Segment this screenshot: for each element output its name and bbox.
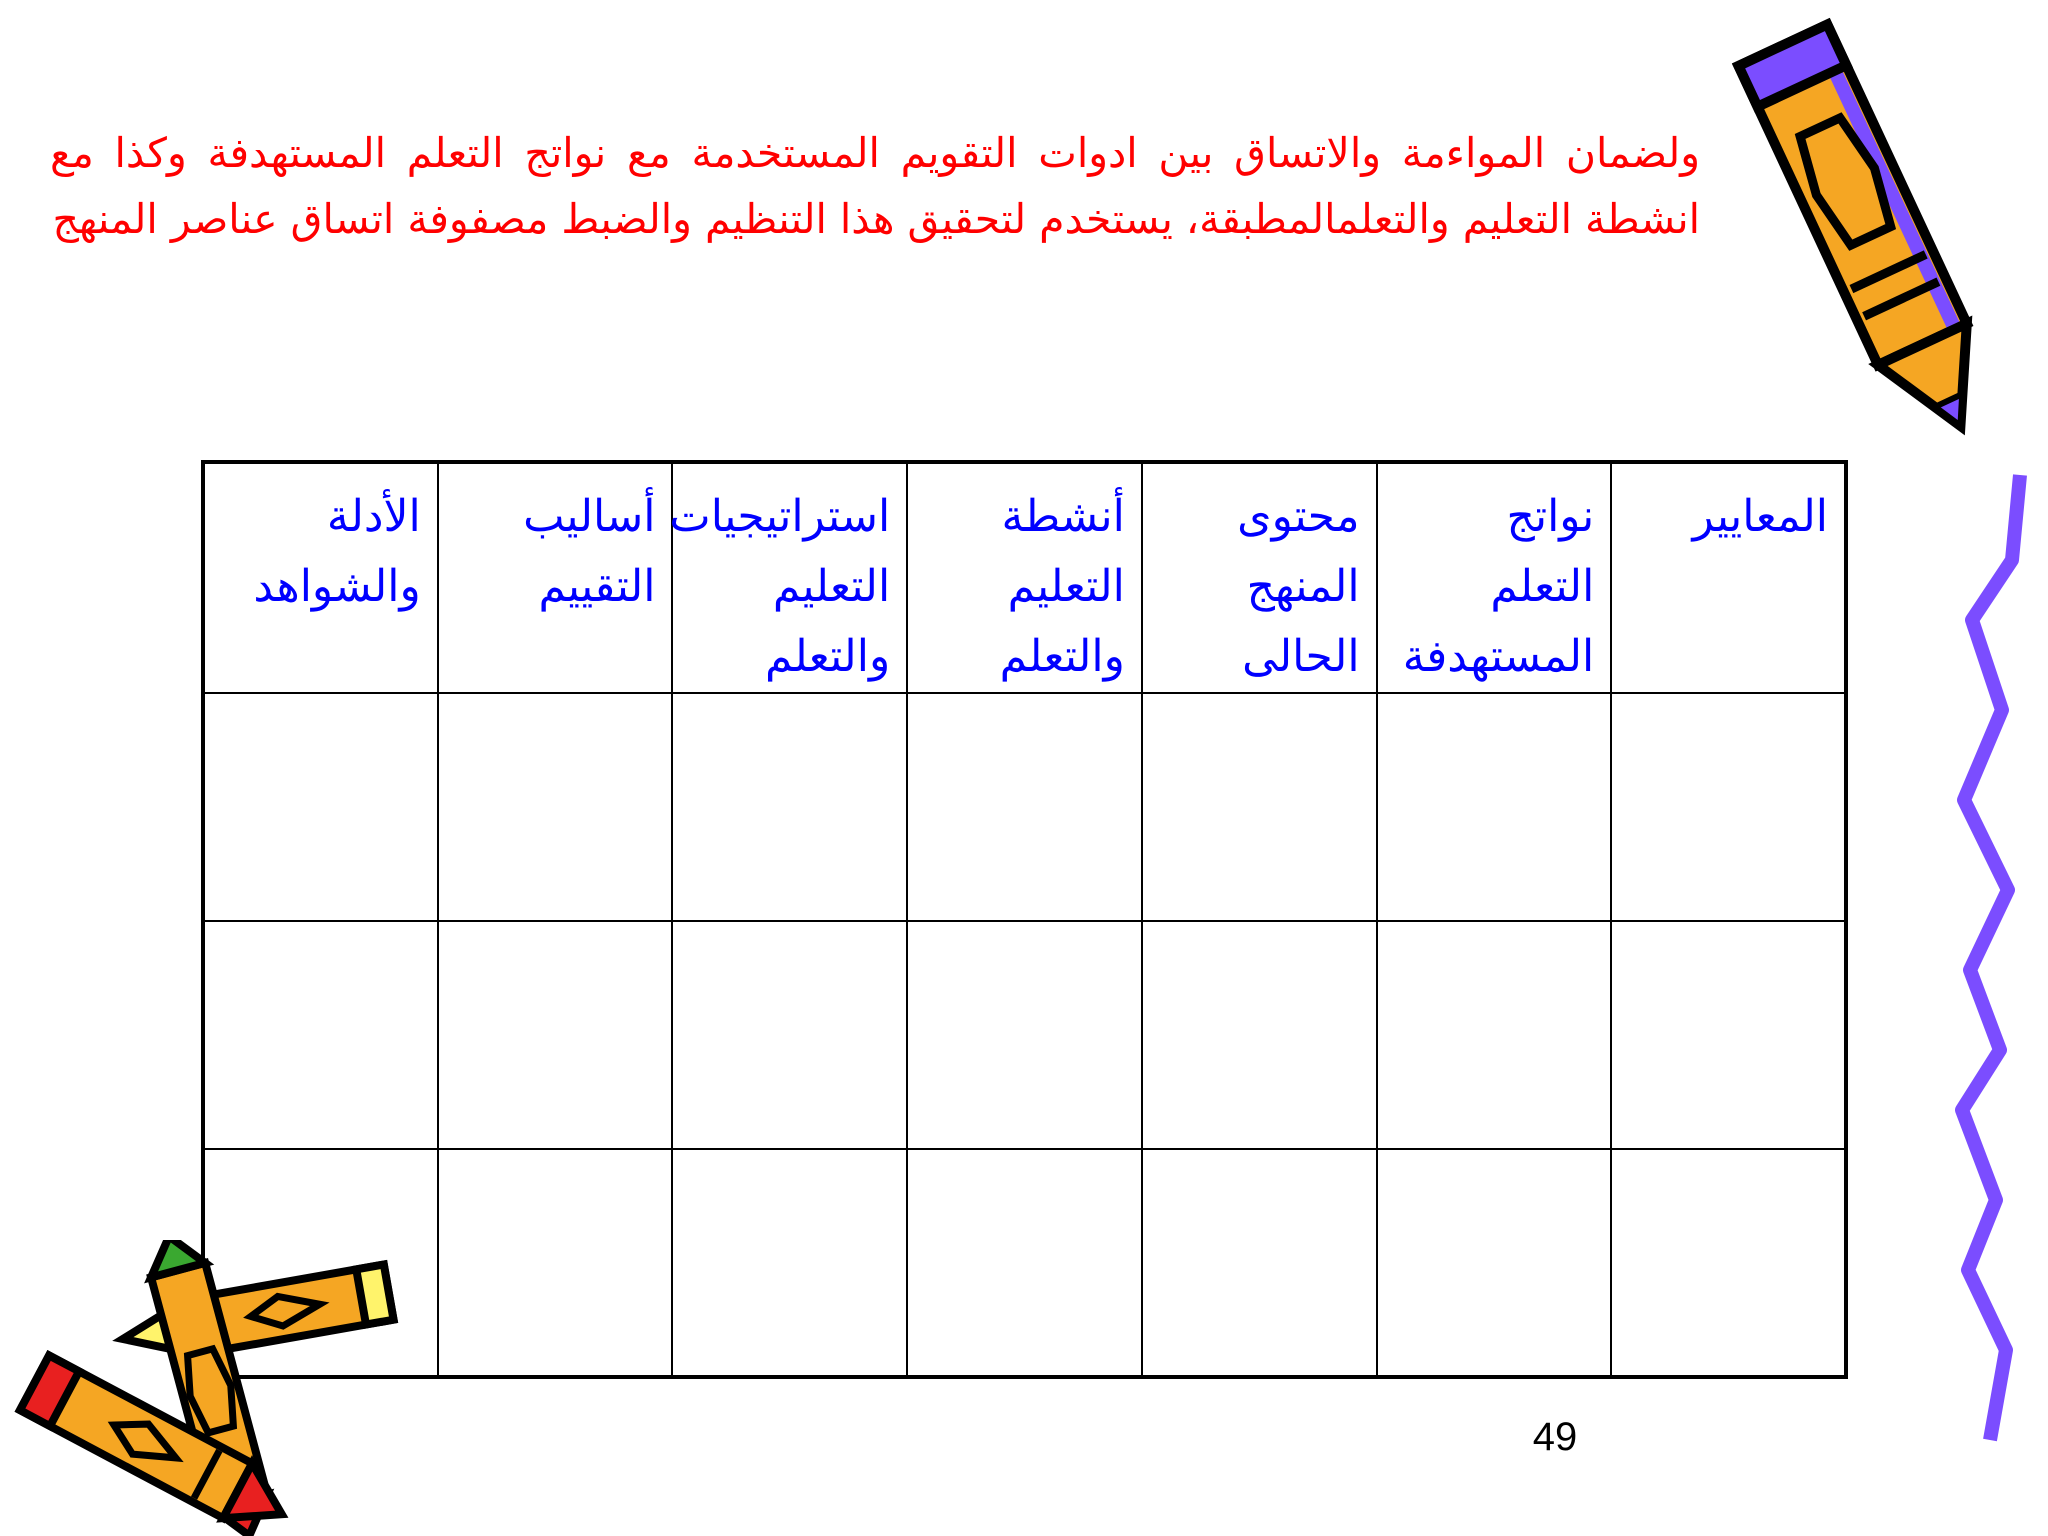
matrix-cell [1377,693,1612,921]
header-learning-outcomes: نواتج التعلم المستهدفة [1377,462,1612,693]
matrix-cell [672,921,907,1149]
matrix-cell [1377,1149,1612,1377]
matrix-cell [1377,921,1612,1149]
matrix-cell [203,693,438,921]
matrix-cell [907,693,1142,921]
matrix-cell [1142,1149,1377,1377]
matrix-header-row [203,462,1846,693]
matrix-cell [438,1149,673,1377]
crayon-icon [1725,5,2025,485]
header-standards: المعايير [1611,462,1846,693]
matrix-cell [1142,693,1377,921]
matrix-cell [1142,921,1377,1149]
matrix-cell [203,921,438,1149]
matrix-cell [907,1149,1142,1377]
matrix-row [203,921,1846,1149]
matrix-cell [907,921,1142,1149]
header-evidence: الأدلة والشواهد [203,462,438,693]
matrix-cell [1611,1149,1846,1377]
crayons-icon [0,1240,420,1536]
intro-text: ولضمان المواءمة والاتساق بين ادوات التقويم المستخدمة مع نواتج التعلم المستهدفة وكذا مع انشطة التعليم والتعلمالمطبقة، يستخدم لتحقيق هذا التنظيم والضبط مصفوفة اتساق عناصر المنهج [50,129,1700,243]
matrix-row [203,1149,1846,1377]
squiggle-line [1950,470,2040,1450]
matrix-cell [1611,921,1846,1149]
matrix-cell [672,693,907,921]
header-learning-activities: أنشطة التعليم والتعلم [907,462,1142,693]
matrix-cell [438,921,673,1149]
header-teaching-strategies: استراتيجيات التعليم والتعلم [672,462,907,693]
matrix-cell [1611,693,1846,921]
alignment-matrix [201,460,1848,1379]
header-curriculum-content: محتوى المنهج الحالى [1142,462,1377,693]
matrix-cell [672,1149,907,1377]
header-assessment-methods: أساليب التقييم [438,462,673,693]
matrix-cell [438,693,673,921]
matrix-row [203,693,1846,921]
page-number: 49 [1532,1415,1578,1459]
